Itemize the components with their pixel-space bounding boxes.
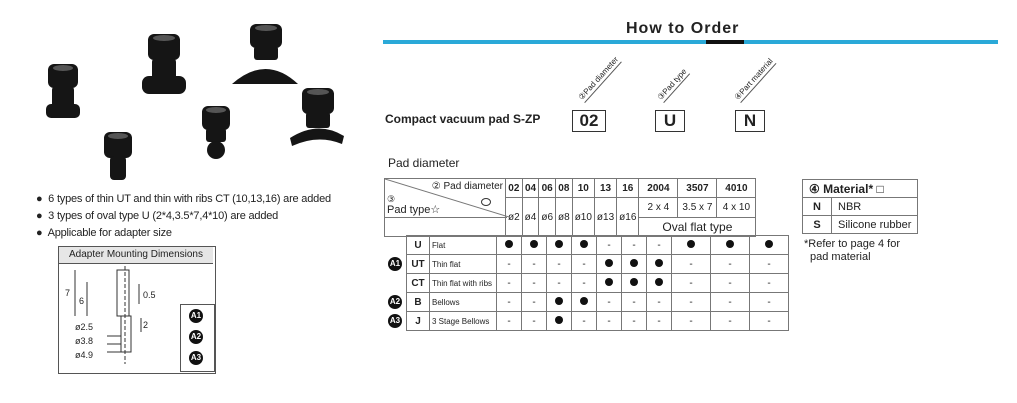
pad-type-code: J (407, 312, 430, 331)
availability-cell: - (522, 274, 547, 293)
availability-cell: - (672, 255, 711, 274)
availability-cell (750, 236, 789, 255)
available-dot-icon (605, 259, 613, 267)
corner-top-label: ② Pad diameter (431, 181, 503, 192)
dim-d3-8: ø3.8 (75, 336, 94, 346)
availability-cell: - (497, 255, 522, 274)
order-label: Compact vacuum pad S-ZP (385, 112, 541, 126)
pad-type-code: U (407, 236, 430, 255)
corner-bottom-label: Pad type☆ (387, 204, 441, 216)
availability-cell: - (522, 255, 547, 274)
dim-6: 6 (79, 296, 85, 306)
availability-cell: - (572, 255, 597, 274)
material-name: NBR (832, 198, 918, 216)
availability-cell (711, 236, 750, 255)
badge-a2: A2 (189, 330, 203, 344)
group-cell (384, 274, 407, 293)
diameter-sub: ø10 (572, 198, 594, 237)
group-cell (384, 312, 407, 331)
diameter-sub: ø6 (539, 198, 556, 237)
available-dot-icon (605, 278, 613, 286)
availability-cell: - (711, 312, 750, 331)
availability-cell: - (597, 293, 622, 312)
dim-d4-9: ø4.9 (75, 350, 94, 360)
pad-type-name: 3 Stage Bellows (430, 312, 497, 331)
availability-cell (547, 312, 572, 331)
title-rule-right (744, 40, 998, 44)
availability-cell: - (750, 274, 789, 293)
material-title: ④ Material* □ (803, 180, 918, 198)
availability-cell: - (750, 255, 789, 274)
availability-cell: - (672, 312, 711, 331)
material-note-line2: pad material (810, 251, 871, 263)
availability-cell: - (672, 293, 711, 312)
availability-cell: - (572, 274, 597, 293)
diameter-sub: ø13 (594, 198, 616, 237)
availability-cell: - (647, 236, 672, 255)
available-dot-icon (555, 316, 563, 324)
pad-type-row (384, 293, 789, 312)
availability-cell (572, 236, 597, 255)
material-name: Silicone rubber (832, 216, 918, 234)
adapter-drawing (59, 264, 179, 370)
diameter-header: 02 (506, 179, 523, 198)
availability-cell (497, 236, 522, 255)
diameter-header: 04 (522, 179, 539, 198)
available-dot-icon (765, 240, 773, 248)
code-pad-diameter: 02 (572, 110, 606, 132)
availability-cell: - (622, 236, 647, 255)
oval-sub: 4 x 10 (717, 198, 756, 218)
availability-cell: - (750, 312, 789, 331)
pad-type-rows (384, 235, 789, 331)
pad-type-name: Thin flat with ribs (430, 274, 497, 293)
pad-type-name: Thin flat (430, 255, 497, 274)
material-note (804, 238, 900, 264)
pad-type-row (384, 274, 789, 293)
available-dot-icon (726, 240, 734, 248)
section-title-pad-diameter: Pad diameter (388, 156, 460, 170)
availability-cell: - (711, 274, 750, 293)
availability-cell (597, 255, 622, 274)
title-rule (383, 40, 743, 44)
title-rule-accent (706, 40, 746, 44)
code-material: N (735, 110, 765, 132)
group-cell (384, 293, 407, 312)
group-badge: A1 (388, 257, 402, 271)
badge-a1: A1 (189, 309, 203, 323)
dim-7: 7 (65, 288, 71, 298)
annotation-part-material: ④Part material (732, 56, 775, 102)
pad-type-row (384, 312, 789, 331)
availability-cell (672, 236, 711, 255)
oval-icon (481, 198, 491, 206)
diameter-sub: ø2 (506, 198, 523, 237)
availability-cell: - (597, 312, 622, 331)
pad-type-code: UT (407, 255, 430, 274)
diameter-sub: ø16 (617, 198, 639, 237)
availability-cell (547, 236, 572, 255)
availability-cell (572, 293, 597, 312)
available-dot-icon (580, 297, 588, 305)
diameter-header: 10 (572, 179, 594, 198)
available-dot-icon (655, 259, 663, 267)
availability-cell: - (547, 274, 572, 293)
available-dot-icon (630, 278, 638, 286)
diameter-sub: ø4 (522, 198, 539, 237)
pad-type-row (384, 255, 789, 274)
availability-cell: - (750, 293, 789, 312)
availability-cell: - (622, 312, 647, 331)
availability-cell: - (522, 293, 547, 312)
available-dot-icon (687, 240, 695, 248)
corner-spacer (385, 218, 506, 237)
page-title: How to Order (626, 20, 740, 37)
availability-cell: - (497, 274, 522, 293)
group-badge: A3 (388, 314, 402, 328)
bullet-item: ● 6 types of thin UT and thin with ribs CT (10,13,16) are added (36, 193, 331, 205)
pad-selection-table (384, 178, 756, 237)
diameter-header: 4010 (717, 179, 756, 198)
pad-type-name: Flat (430, 236, 497, 255)
dim-d2-5: ø2.5 (75, 322, 94, 332)
badge-a3: A3 (189, 351, 203, 365)
code-pad-type: U (655, 110, 685, 132)
availability-cell (647, 255, 672, 274)
diameter-header: 13 (594, 179, 616, 198)
available-dot-icon (655, 278, 663, 286)
material-code: N (803, 198, 832, 216)
diameter-header: 08 (556, 179, 573, 198)
pad-type-code: CT (407, 274, 430, 293)
pad-type-name: Bellows (430, 293, 497, 312)
availability-cell: - (711, 255, 750, 274)
available-dot-icon (530, 240, 538, 248)
corner-circle-label: ③ (387, 194, 396, 204)
availability-cell: - (647, 293, 672, 312)
group-badge: A2 (388, 295, 402, 309)
adapter-dimensions-title: Adapter Mounting Dimensions (59, 247, 213, 264)
diameter-sub: ø8 (556, 198, 573, 237)
oval-sub: 3.5 x 7 (678, 198, 717, 218)
group-cell (384, 255, 407, 274)
available-dot-icon (505, 240, 513, 248)
pad-type-code: B (407, 293, 430, 312)
availability-cell (622, 255, 647, 274)
availability-cell (622, 274, 647, 293)
availability-cell (647, 274, 672, 293)
available-dot-icon (555, 297, 563, 305)
diameter-header: 16 (617, 179, 639, 198)
availability-cell: - (497, 293, 522, 312)
pad-type-row (384, 236, 789, 255)
dim-2: 2 (143, 320, 149, 330)
availability-cell: - (522, 312, 547, 331)
available-dot-icon (630, 259, 638, 267)
availability-cell (522, 236, 547, 255)
annotation-pad-type: ③Pad type (655, 66, 689, 102)
annotation-pad-diameter: ②Pad diameter (576, 54, 621, 102)
material-note-line1: *Refer to page 4 for (804, 238, 901, 250)
availability-cell (597, 274, 622, 293)
group-cell (384, 236, 407, 255)
material-code: S (803, 216, 832, 234)
material-table (802, 179, 918, 234)
diameter-header: 06 (539, 179, 556, 198)
dim-0-5: 0.5 (143, 290, 156, 300)
diameter-header: 3507 (678, 179, 717, 198)
availability-cell: - (497, 312, 522, 331)
product-photos (36, 10, 366, 190)
oval-flat-type-label: Oval flat type (639, 218, 756, 237)
availability-cell: - (672, 274, 711, 293)
table-corner-cell (385, 179, 506, 218)
availability-cell: - (647, 312, 672, 331)
availability-cell: - (547, 255, 572, 274)
availability-cell (547, 293, 572, 312)
available-dot-icon (555, 240, 563, 248)
diameter-header: 2004 (639, 179, 678, 198)
bullet-item: ● Applicable for adapter size (36, 227, 172, 239)
availability-cell: - (711, 293, 750, 312)
availability-cell: - (572, 312, 597, 331)
oval-sub: 2 x 4 (639, 198, 678, 218)
available-dot-icon (580, 240, 588, 248)
bullet-item: ● 3 types of oval type U (2*4,3.5*7,4*10) are added (36, 210, 279, 222)
availability-cell: - (622, 293, 647, 312)
availability-cell: - (597, 236, 622, 255)
